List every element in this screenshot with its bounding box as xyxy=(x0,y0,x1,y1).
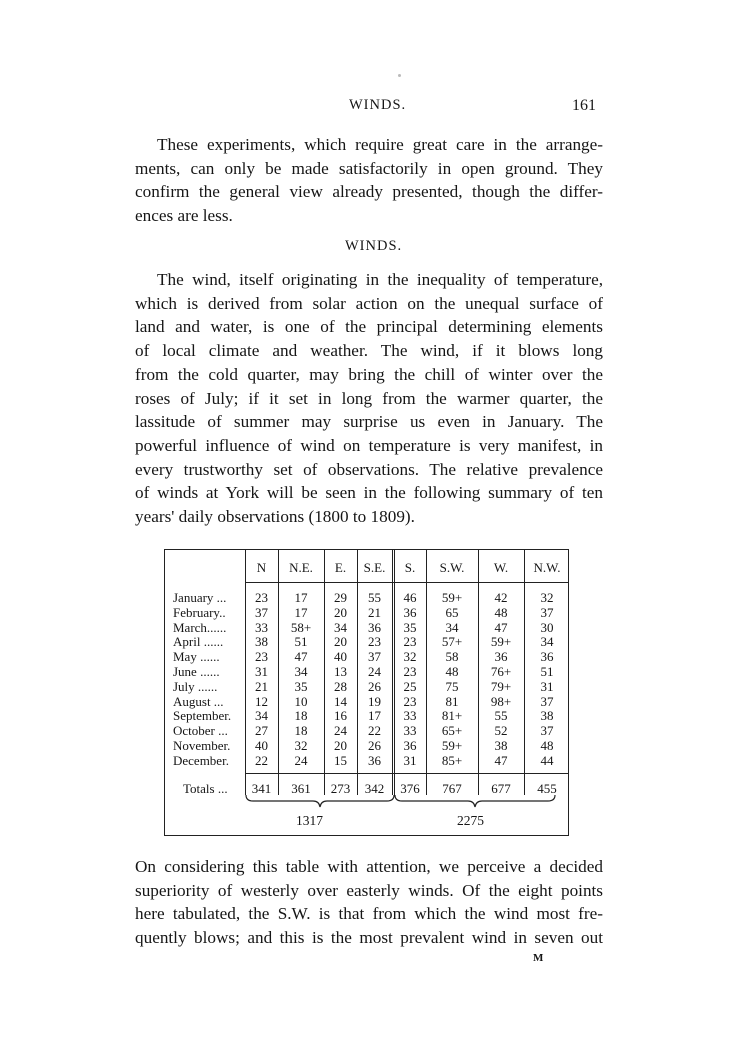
paragraph-intro xyxy=(135,133,603,228)
table-cell: 65 xyxy=(445,604,459,620)
table-cell: 40 xyxy=(334,649,347,665)
print-speck xyxy=(398,74,401,77)
text-line: lassitude of summer may surprise us even in January. The xyxy=(135,412,603,432)
month-label: August ... xyxy=(173,693,224,709)
total-cell: 677 xyxy=(491,781,511,796)
table-cell: 24 xyxy=(334,723,347,739)
column-header: W. xyxy=(493,560,509,575)
text-line: These experiments, which require great care in the arrange- xyxy=(157,135,603,154)
table-cell: 23 xyxy=(403,634,417,650)
table-cell: 17 xyxy=(294,590,308,605)
table-cell: 32 xyxy=(540,590,554,605)
table-cell: 20 xyxy=(334,738,347,753)
table-cell: 38 xyxy=(494,738,508,753)
text-line: roses of July; if it set in long from the warmer quarter, the xyxy=(135,388,603,408)
table-cell: 32 xyxy=(403,649,417,665)
table-cell: 21 xyxy=(368,604,381,620)
table-cell: 22 xyxy=(368,723,381,739)
westerly-brace xyxy=(394,794,556,810)
table-cell: 79+ xyxy=(490,678,512,694)
totals-rule xyxy=(245,773,568,774)
table-cell: 47 xyxy=(494,752,508,768)
table-cell: 55 xyxy=(494,708,508,724)
table-cell: 35 xyxy=(403,619,417,635)
table-cell: 27 xyxy=(255,723,268,739)
table-cell: 47 xyxy=(494,619,508,635)
table-cell: 23 xyxy=(255,649,268,665)
month-label: July ...... xyxy=(173,678,218,694)
wind-frequency-table xyxy=(164,549,569,836)
table-cell: 48 xyxy=(494,604,508,620)
text-line: On considering this table with attention, we perceive a decided xyxy=(135,857,603,876)
table-cell: 37 xyxy=(540,693,554,709)
total-cell: 767 xyxy=(442,781,462,796)
table-cell: 38 xyxy=(540,708,554,724)
text-line: here tabulated, the S.W. is that from which the wind most fre- xyxy=(135,904,603,924)
header-rule xyxy=(245,582,568,583)
table-cell: 57+ xyxy=(441,634,463,650)
table-cell: 37 xyxy=(540,604,554,620)
table-cell: 98+ xyxy=(490,693,512,709)
table-cell: 10 xyxy=(294,693,308,709)
table-cell: 46 xyxy=(403,590,417,605)
table-cell: 36 xyxy=(494,649,508,665)
table-cell: 48 xyxy=(445,664,459,679)
table-cell: 34 xyxy=(294,664,308,679)
month-label: June ...... xyxy=(173,664,220,679)
text-line: land and water, is one of the principal determining elements xyxy=(135,317,603,337)
column-rule xyxy=(392,550,393,795)
month-label: December. xyxy=(173,752,229,768)
table-cell: 36 xyxy=(368,619,381,635)
table-cell: 24 xyxy=(294,752,308,768)
table-cell: 36 xyxy=(403,604,417,620)
table-cell: 17 xyxy=(294,604,308,620)
easterly-sum: 1317 xyxy=(296,813,323,828)
table-cell: 51 xyxy=(294,634,308,650)
table-cell: 58 xyxy=(445,649,459,665)
table-cell: 33 xyxy=(403,723,417,739)
table-cell: 23 xyxy=(255,590,268,605)
table-cell: 36 xyxy=(403,738,417,753)
table-cell: 51 xyxy=(540,664,554,679)
table-cell: 59+ xyxy=(441,590,463,605)
table-cell: 20 xyxy=(334,604,347,620)
table-cell: 34 xyxy=(334,619,347,635)
month-label: November. xyxy=(173,738,231,753)
total-cell: 342 xyxy=(364,781,385,796)
table-cell: 52 xyxy=(494,723,508,739)
totals-label: Totals ... xyxy=(183,781,228,796)
table-cell: 37 xyxy=(255,604,268,620)
table-cell: 26 xyxy=(368,738,381,753)
column-header: N xyxy=(256,560,267,575)
table-cell: 34 xyxy=(255,708,268,724)
table-cell: 35 xyxy=(294,678,308,694)
total-cell: 376 xyxy=(400,781,420,796)
table-cell: 48 xyxy=(540,738,554,753)
table-cell: 75 xyxy=(445,678,459,694)
month-label: September. xyxy=(173,708,232,724)
table-cell: 20 xyxy=(334,634,347,650)
table-cell: 37 xyxy=(368,649,381,665)
text-line: of local climate and weather. The wind, if it blows long xyxy=(135,341,603,361)
table-cell: 16 xyxy=(334,708,347,724)
text-line: powerful influence of wind on temperature is very manifest, in xyxy=(135,435,603,455)
table-cell: 36 xyxy=(540,649,554,665)
table-cell: 85+ xyxy=(441,752,463,768)
table-cell: 23 xyxy=(368,634,381,650)
paragraph-analysis xyxy=(135,855,603,950)
text-line: superiority of westerly over easterly winds. Of the eight points xyxy=(135,880,603,900)
column-header: S.W. xyxy=(439,560,465,575)
table-cell: 22 xyxy=(255,752,268,768)
table-cell: 59+ xyxy=(441,738,463,753)
table-cell: 76+ xyxy=(490,664,512,679)
month-label: January ... xyxy=(173,590,227,605)
table-cell: 38 xyxy=(255,634,268,650)
table-cell: 44 xyxy=(540,752,554,768)
table-cell: 23 xyxy=(403,693,417,709)
table-cell: 34 xyxy=(445,619,459,635)
text-line: ments, can only be made satisfactorily in open ground. They xyxy=(135,158,603,178)
table-cell: 33 xyxy=(255,619,268,635)
table-cell: 26 xyxy=(368,678,381,694)
easterly-brace xyxy=(245,794,395,810)
table-cell: 33 xyxy=(403,708,417,724)
total-cell: 361 xyxy=(291,781,311,796)
table-cell: 40 xyxy=(255,738,268,753)
paragraph-winds xyxy=(135,268,603,529)
table-cell: 65+ xyxy=(441,723,463,739)
column-header: E. xyxy=(334,560,347,575)
table-cell: 36 xyxy=(368,752,381,768)
column-header: S. xyxy=(404,560,416,575)
table-cell: 32 xyxy=(294,738,308,753)
month-label: February.. xyxy=(173,604,226,620)
column-header: N.E. xyxy=(289,560,313,575)
text-line: confirm the general view already presented, though the differ- xyxy=(135,182,603,202)
running-head: WINDS. xyxy=(349,97,407,113)
table-cell: 55 xyxy=(368,590,381,605)
text-line: from the cold quarter, may bring the chill of winter over the xyxy=(135,364,603,384)
total-cell: 455 xyxy=(537,781,557,796)
westerly-sum: 2275 xyxy=(457,813,484,828)
table-cell: 42 xyxy=(494,590,508,605)
text-line: ences are less. xyxy=(135,206,233,226)
text-line: years' daily observations (1800 to 1809). xyxy=(135,507,415,527)
month-label: March...... xyxy=(173,619,227,635)
table-cell: 18 xyxy=(294,708,308,724)
table-cell: 31 xyxy=(403,752,417,768)
table-cell: 31 xyxy=(255,664,268,679)
table-cell: 13 xyxy=(334,664,347,679)
table-cell: 25 xyxy=(403,678,417,694)
column-header: N.W. xyxy=(533,560,561,575)
text-line: The wind, itself originating in the inequality of temperature, xyxy=(157,270,603,289)
table-cell: 81+ xyxy=(441,708,463,724)
month-label: April ...... xyxy=(173,634,224,650)
table-cell: 12 xyxy=(255,693,268,709)
page-number: 161 xyxy=(572,97,596,114)
text-line: every trustworthy set of observations. The relative prevalence xyxy=(135,459,603,479)
table-cell: 17 xyxy=(368,708,381,724)
table-cell: 81 xyxy=(445,693,459,709)
month-label: October ... xyxy=(173,723,228,739)
table-cell: 19 xyxy=(368,693,381,709)
table-cell: 28 xyxy=(334,678,347,694)
section-heading: WINDS. xyxy=(345,238,403,254)
table-cell: 18 xyxy=(294,723,308,739)
month-label: May ...... xyxy=(173,649,220,665)
table-cell: 21 xyxy=(255,678,268,694)
table-cell: 59+ xyxy=(490,634,512,650)
table-cell: 23 xyxy=(403,664,417,679)
text-line: which is derived from solar action on the unequal surface of xyxy=(135,293,603,313)
total-cell: 341 xyxy=(251,781,272,796)
total-cell: 273 xyxy=(330,781,351,796)
column-header: S.E. xyxy=(363,560,386,575)
signature-mark: M xyxy=(533,952,544,964)
table-cell: 24 xyxy=(368,664,381,679)
text-line: of winds at York will be seen in the following summary of ten xyxy=(135,483,603,503)
table-cell: 31 xyxy=(540,678,554,694)
table-cell: 34 xyxy=(540,634,554,650)
table-cell: 37 xyxy=(540,723,554,739)
table-cell: 47 xyxy=(294,649,308,665)
table-cell: 58+ xyxy=(290,619,312,635)
text-line: quently blows; and this is the most prevalent wind in seven out xyxy=(135,928,603,948)
table-cell: 15 xyxy=(334,752,347,768)
table-cell: 14 xyxy=(334,693,347,709)
table-cell: 29 xyxy=(334,590,347,605)
table-cell: 30 xyxy=(540,619,554,635)
